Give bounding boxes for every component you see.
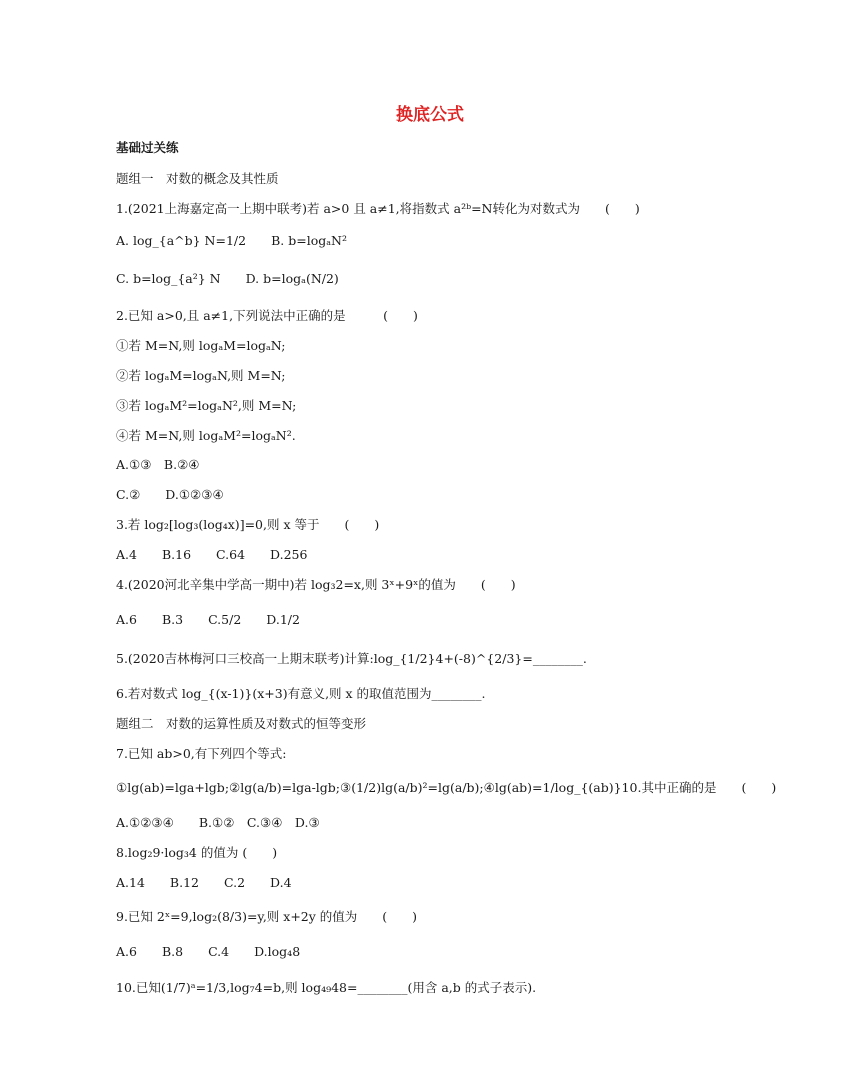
q2-statement-1: ①若 M=N,则 logₐM=logₐN; xyxy=(116,338,286,353)
question-5: 5.(2020吉林梅河口三校高一上期末联考)计算:log_{1/2}4+(-8)^{2/3}=________. xyxy=(116,651,587,666)
q1-options-cd: C. b=log_{a²} N D. b=logₐ(N/2) xyxy=(116,271,339,286)
q8-options: A.14 B.12 C.2 D.4 xyxy=(116,875,292,890)
question-1: 1.(2021上海嘉定高一上期中联考)若 a>0 且 a≠1,将指数式 a²ᵇ=N转化为对数式为 ( ) xyxy=(116,201,640,216)
page-title: 换底公式 xyxy=(396,105,464,125)
q4-options: A.6 B.3 C.5/2 D.1/2 xyxy=(116,612,300,627)
question-7: 7.已知 ab>0,有下列四个等式: xyxy=(116,746,287,761)
section-heading: 基础过关练 xyxy=(116,140,179,155)
question-3: 3.若 log₂[log₃(log₄x)]=0,则 x 等于 ( ) xyxy=(116,517,380,532)
q7-options: A.①②③④ B.①② C.③④ D.③ xyxy=(116,815,320,830)
q9-options: A.6 B.8 C.4 D.log₄8 xyxy=(116,944,301,959)
q2-statement-2: ②若 logₐM=logₐN,则 M=N; xyxy=(116,368,286,383)
question-9: 9.已知 2ˣ=9,log₂(8/3)=y,则 x+2y 的值为 ( ) xyxy=(116,909,418,924)
q1-options-ab: A. log_{a^b} N=1/2 B. b=logₐN² xyxy=(116,233,347,248)
q2-statement-3: ③若 logₐM²=logₐN²,则 M=N; xyxy=(116,398,297,413)
q2-options-cd: C.② D.①②③④ xyxy=(116,487,224,502)
q3-options: A.4 B.16 C.64 D.256 xyxy=(116,547,308,562)
question-6: 6.若对数式 log_{(x-1)}(x+3)有意义,则 x 的取值范围为________. xyxy=(116,686,486,701)
group-heading-1: 题组一 对数的概念及其性质 xyxy=(116,171,279,186)
question-4: 4.(2020河北辛集中学高一期中)若 log₃2=x,则 3ˣ+9ˣ的值为 ( ) xyxy=(116,577,516,592)
question-8: 8.log₂9·log₃4 的值为 ( ) xyxy=(116,845,278,860)
q2-statement-4: ④若 M=N,则 logₐM²=logₐN². xyxy=(116,428,296,443)
question-2: 2.已知 a>0,且 a≠1,下列说法中正确的是 ( ) xyxy=(116,308,418,323)
q2-options-ab: A.①③ B.②④ xyxy=(116,457,200,472)
question-10: 10.已知(1/7)ᵃ=1/3,log₇4=b,则 log₄₉48=________(用含 a,b 的式子表示). xyxy=(116,980,537,995)
group-heading-2: 题组二 对数的运算性质及对数式的恒等变形 xyxy=(116,716,367,731)
q7-statements: ①lg(ab)=lga+lgb;②lg(a/b)=lga-lgb;③(1/2)lg(a/b)²=lg(a/b);④lg(ab)=1/log_{(ab)}10.其中正确的是 ( ) xyxy=(116,780,777,795)
